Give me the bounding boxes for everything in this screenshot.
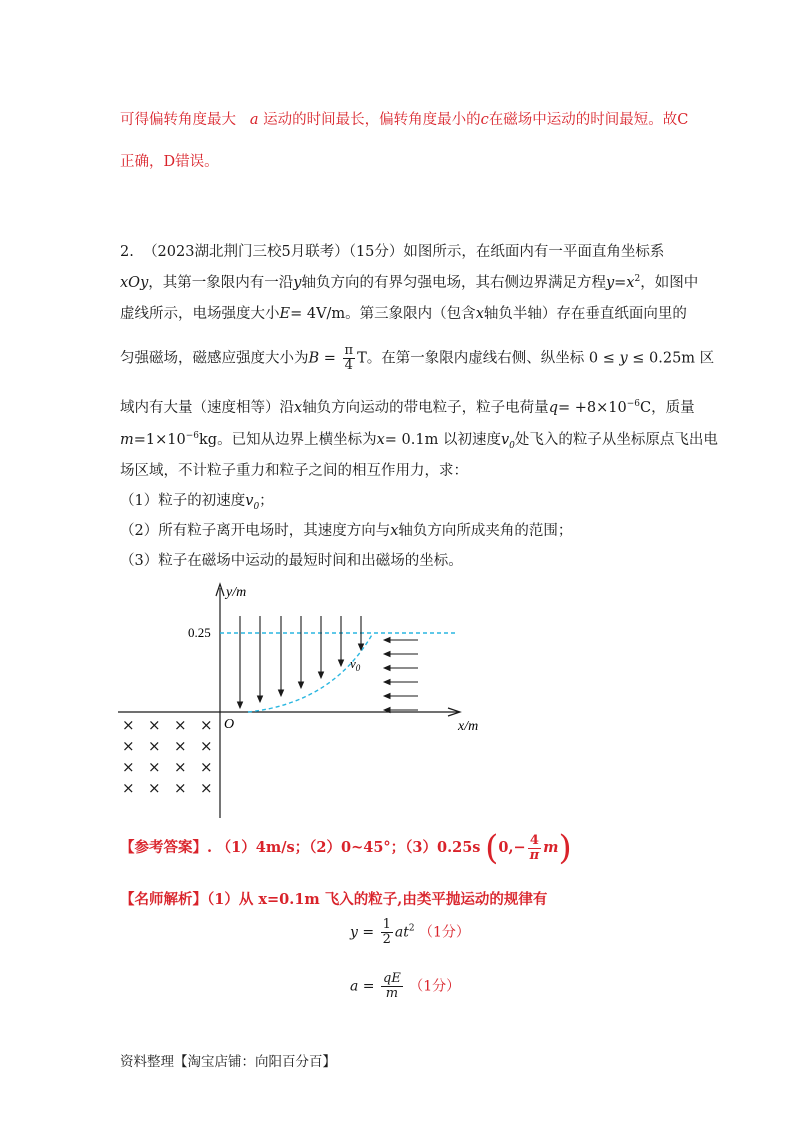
problem-text: 轴负半轴）存在垂直纸面向里的 xyxy=(483,306,687,322)
score-label: （1分） xyxy=(409,978,461,995)
problem-line-3 xyxy=(120,302,687,323)
solution-text: （1）从 x=0.1m 飞入的粒子,由类平抛运动的规律有 xyxy=(207,891,548,908)
question-text: 轴负方向所成夹角的范围； xyxy=(398,523,573,539)
field-cross: × xyxy=(174,737,187,755)
analysis-var-c: c xyxy=(480,112,489,128)
problem-var: B xyxy=(308,350,320,367)
problem-var: y xyxy=(619,350,628,367)
analysis-text: 在磁场中运动的时间最短。故C xyxy=(488,112,689,128)
field-diagram xyxy=(118,578,498,818)
problem-line-7: 场区域，不计粒子重力和粒子之间的相互作用力，求： xyxy=(120,463,468,479)
origin-label: O xyxy=(224,717,235,732)
analysis-text: 运动的时间最长，偏转角度最小的 xyxy=(263,112,481,128)
fraction-qE-over-m xyxy=(381,972,403,1001)
field-cross: × xyxy=(200,779,213,797)
field-cross: × xyxy=(174,716,187,734)
field-cross: × xyxy=(122,737,135,755)
problem-var: v xyxy=(245,493,254,509)
problem-text: kg。已知从边界上横坐标为 xyxy=(199,432,377,448)
coord-unit: m xyxy=(543,839,559,856)
problem-text: = 0.1m 以初速度 xyxy=(384,432,501,448)
question-text: ； xyxy=(259,493,274,509)
problem-text: 4V/m。第三象限内（包含 xyxy=(306,306,476,322)
problem-line-4 xyxy=(120,344,714,373)
problem-var: m xyxy=(120,432,134,448)
problem-text: C，质量 xyxy=(640,400,695,416)
coord-zero: 0, xyxy=(498,839,514,856)
problem-text: 轴负方向运动的带电粒子，粒子电荷量 xyxy=(302,400,549,416)
field-cross: × xyxy=(148,716,161,734)
question-text: （1）粒子的初速度 xyxy=(120,493,246,509)
equation-2 xyxy=(350,972,460,1001)
fraction-numerator: π xyxy=(344,343,354,358)
field-cross: × xyxy=(174,779,187,797)
problem-line-2 xyxy=(120,271,698,292)
problem-source: （2023湖北荆门三校5月联考）（15分）如图所示，在纸面内有一平面直角坐标系 xyxy=(143,244,665,260)
answer-line xyxy=(120,828,572,868)
fraction-denominator: 2 xyxy=(382,932,391,947)
fraction-pi-over-4 xyxy=(343,344,356,373)
problem-var: x xyxy=(390,523,399,539)
field-cross: × xyxy=(148,779,161,797)
problem-text: 轴负方向的有界匀强电场，其右侧边界满足方程 xyxy=(301,275,606,291)
eq-var: at xyxy=(394,924,409,941)
problem-sup: −6 xyxy=(626,399,640,409)
problem-var: q xyxy=(548,400,558,416)
question-3: （3）粒子在磁场中运动的最短时间和出磁场的坐标。 xyxy=(120,553,463,569)
solution-line xyxy=(120,888,547,909)
field-cross: × xyxy=(200,758,213,776)
field-cross: × xyxy=(122,758,135,776)
question-1 xyxy=(120,489,274,512)
problem-text: ，其第一象限内有一沿 xyxy=(148,275,294,291)
field-cross: × xyxy=(148,758,161,776)
eq-sign: = xyxy=(358,978,379,995)
fraction-numerator: 4 xyxy=(528,834,542,849)
y-axis-label: y/m xyxy=(226,585,247,600)
electric-field-arrows xyxy=(240,616,361,708)
problem-var: y xyxy=(293,275,302,291)
velocity-label xyxy=(350,656,361,673)
field-cross: × xyxy=(122,779,135,797)
problem-text: 匀强磁场，磁感应强度大小为 xyxy=(120,350,309,367)
fraction-denominator: π xyxy=(529,847,540,863)
analysis-text: 可得偏转角度最大 xyxy=(120,112,236,128)
equation-1 xyxy=(350,918,470,947)
score-label: （1分） xyxy=(419,924,470,941)
problem-var: x xyxy=(294,400,303,416)
paren-close: ) xyxy=(558,828,572,868)
problem-var: y=x xyxy=(605,275,635,291)
problem-text: ，如图中 xyxy=(640,275,699,291)
fraction-one-half xyxy=(381,918,393,947)
problem-text: = +8×10 xyxy=(557,400,627,416)
fraction-denominator: 4 xyxy=(344,358,353,373)
parabola-boundary-dashed xyxy=(248,633,373,712)
field-cross: × xyxy=(174,758,187,776)
fraction-numerator: qE xyxy=(383,971,401,986)
problem-sub: 0 xyxy=(509,440,515,451)
answer-label: 【参考答案】. xyxy=(120,839,213,856)
analysis-line-2: 正确，D错误。 xyxy=(120,154,219,170)
problem-text: ≤ 0.25m 区 xyxy=(627,350,715,367)
y-tick-label: 0.25 xyxy=(188,625,211,640)
fraction-denominator: m xyxy=(385,986,399,1001)
x-axis-label: x/m xyxy=(458,719,479,734)
problem-var: xOy xyxy=(120,275,149,291)
answer-text: （1）4m/s；（2）0~45°；（3）0.25s xyxy=(216,839,481,856)
problem-sup: −6 xyxy=(185,431,200,441)
paren-open: ( xyxy=(485,828,499,868)
problem-text: 虚线所示，电场强度大小 xyxy=(120,306,280,322)
problem-text: = xyxy=(319,350,341,367)
problem-line-6 xyxy=(120,428,718,451)
problem-var: x xyxy=(376,432,385,448)
field-cross: × xyxy=(122,716,135,734)
problem-sub: 0 xyxy=(253,501,260,512)
problem-text: 域内有大量（速度相等）沿 xyxy=(120,400,294,416)
field-cross: × xyxy=(200,737,213,755)
solution-label: 【名师解析】 xyxy=(120,891,207,908)
field-cross: × xyxy=(148,737,161,755)
field-cross: × xyxy=(200,716,213,734)
problem-line-5 xyxy=(120,396,695,417)
problem-var: x xyxy=(475,306,484,322)
problem-var: E= xyxy=(279,306,303,322)
problem-number: 2. xyxy=(120,244,134,260)
fraction-4-over-pi xyxy=(528,834,542,863)
velocity-subscript: 0 xyxy=(355,663,361,673)
problem-sup: 2 xyxy=(634,274,641,284)
problem-text: =1×10 xyxy=(133,432,186,448)
analysis-line-1 xyxy=(120,108,688,129)
eq-sup: 2 xyxy=(408,923,415,934)
fraction-numerator: 1 xyxy=(382,917,391,932)
magnetic-field-crosses xyxy=(122,716,213,797)
problem-text: T。在第一象限内虚线右侧、纵坐标 0 ≤ xyxy=(357,350,620,367)
eq-var: y xyxy=(350,924,358,941)
problem-text: 处飞入的粒子从坐标原点飞出电 xyxy=(514,432,718,448)
particle-velocity-arrows xyxy=(384,640,418,710)
eq-sign: = xyxy=(357,924,379,941)
analysis-var-a: a xyxy=(249,112,259,128)
problem-var: v xyxy=(500,432,510,448)
question-text: （2）所有粒子离开电场时，其速度方向与 xyxy=(120,523,391,539)
problem-line-1 xyxy=(120,240,664,261)
velocity-symbol: v xyxy=(350,656,356,671)
question-2 xyxy=(120,519,572,540)
eq-var: a xyxy=(350,978,359,995)
footer-text: 资料整理【淘宝店铺：向阳百分百】 xyxy=(120,1054,336,1070)
coord-minus: − xyxy=(513,839,526,856)
